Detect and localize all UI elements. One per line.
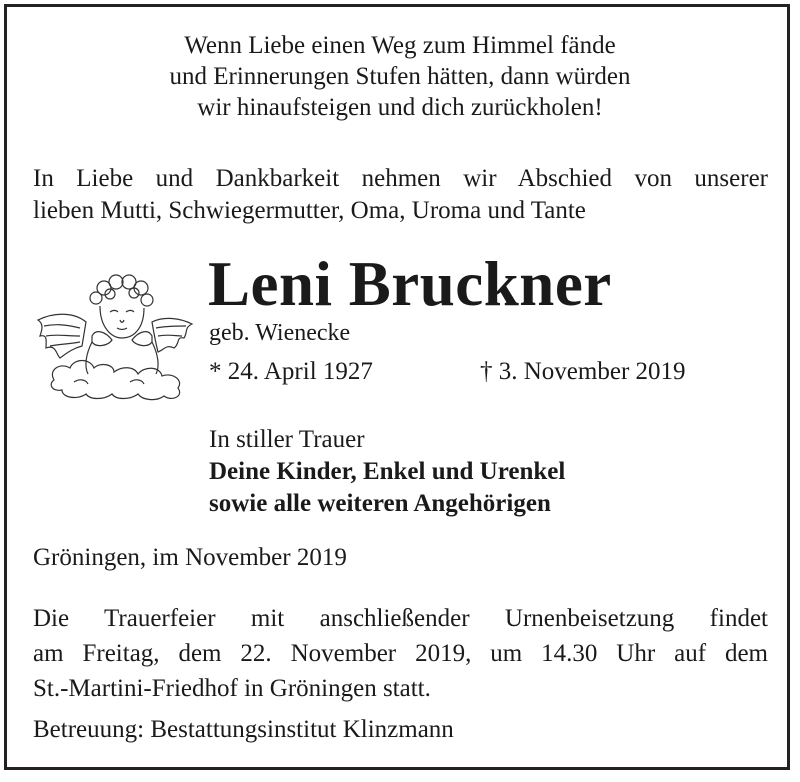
ceremony-line-3: St.-Martini-Friedhof in Gröningen statt.	[33, 675, 431, 702]
mourners-relatives: sowie alle weiteren Angehörigen	[209, 490, 551, 517]
poem-line-2: und Erinnerungen Stufen hätten, dann würden	[169, 63, 631, 90]
intro-text	[33, 163, 768, 227]
ceremony-line-1: Die Trauerfeier mit anschließender Urnenbeisetzung findet	[33, 605, 768, 632]
funeral-home: Betreuung: Bestattungsinstitut Klinzmann	[33, 716, 454, 743]
mourners-family: Deine Kinder, Enkel und Urenkel	[209, 458, 566, 485]
ceremony-line-2: am Freitag, dem 22. November 2019, um 14.30 Uhr auf dem	[33, 640, 768, 667]
place-date: Gröningen, im November 2019	[33, 544, 347, 571]
ceremony-text	[33, 601, 768, 706]
maiden-name: geb. Wienecke	[209, 320, 351, 346]
intro-line-1: In Liebe und Dankbarkeit nehmen wir Abschied von unserer	[33, 165, 768, 192]
mourners	[209, 424, 565, 520]
poem-line-1: Wenn Liebe einen Weg zum Himmel fände	[184, 32, 616, 59]
mourners-intro: In stiller Trauer	[209, 426, 365, 453]
intro-line-2: lieben Mutti, Schwiegermutter, Oma, Uroma und Tante	[33, 197, 586, 224]
death-date: † 3. November 2019	[480, 358, 686, 385]
angel-cherub-icon	[34, 262, 194, 402]
birth-date: * 24. April 1927	[209, 358, 373, 385]
poem	[0, 30, 800, 123]
deceased-name: Leni Bruckner	[208, 249, 612, 319]
poem-line-3: wir hinaufsteigen und dich zurückholen!	[197, 94, 603, 121]
